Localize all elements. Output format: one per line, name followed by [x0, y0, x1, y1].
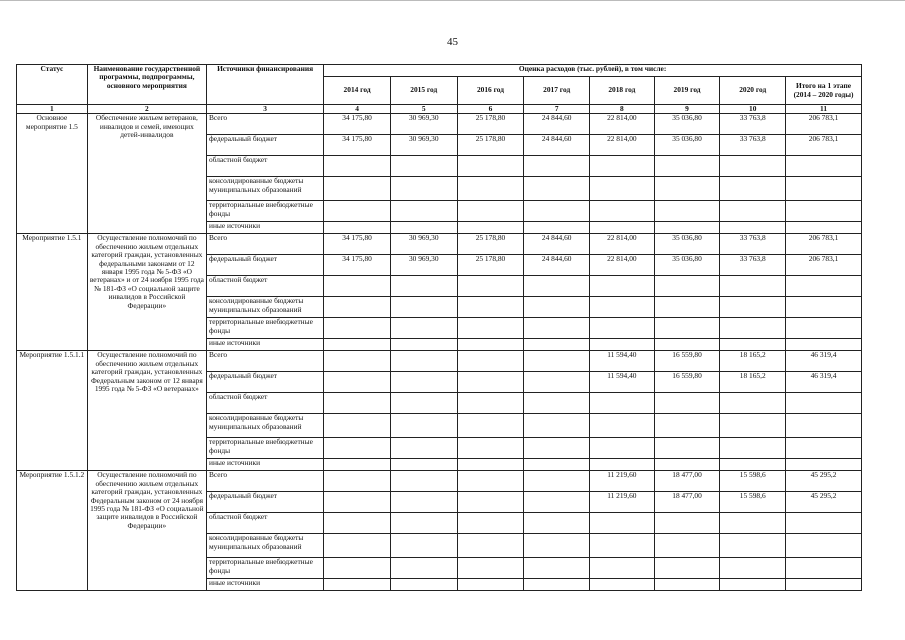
value-cell	[590, 318, 655, 339]
group-name: Осуществление полномочий по обеспечению жильем отдельных категорий граждан, установленных Федеральным законом от 24 ноября 1995 года № 181-ФЗ «О социальной защите инвалидов в Российской Федерации»	[87, 471, 206, 591]
value-cell	[390, 339, 457, 351]
value-cell	[524, 558, 590, 579]
value-cell	[324, 558, 391, 579]
value-cell	[654, 318, 720, 339]
value-cell: 46 319,4	[786, 351, 862, 372]
value-cell: 24 844,60	[524, 114, 590, 135]
value-cell: 45 295,2	[786, 471, 862, 492]
value-cell: 25 178,80	[457, 234, 524, 255]
column-number: 6	[457, 105, 524, 114]
group-name: Осуществление полномочий по обеспечению жильем отдельных категорий граждан, установленных Федеральным законом от 12 января 1995 года № 5-ФЗ «О ветеранах»	[87, 351, 206, 471]
value-cell	[720, 393, 786, 414]
value-cell	[590, 297, 655, 318]
value-cell	[390, 276, 457, 297]
value-cell: 33 763,8	[720, 135, 786, 156]
funding-source: областной бюджет	[206, 393, 323, 414]
value-cell	[786, 318, 862, 339]
value-cell	[524, 414, 590, 438]
value-cell: 35 036,80	[654, 114, 720, 135]
value-cell	[720, 297, 786, 318]
value-cell	[786, 222, 862, 234]
value-cell: 11 219,60	[590, 471, 655, 492]
value-cell: 34 175,80	[324, 114, 391, 135]
value-cell	[524, 222, 590, 234]
value-cell	[457, 351, 524, 372]
value-cell	[524, 513, 590, 534]
value-cell	[390, 414, 457, 438]
header-year: 2016 год	[457, 77, 524, 105]
value-cell	[457, 177, 524, 201]
header-year: 2014 год	[324, 77, 391, 105]
value-cell	[786, 438, 862, 459]
value-cell	[590, 222, 655, 234]
value-cell	[524, 438, 590, 459]
value-cell	[390, 459, 457, 471]
value-cell	[457, 276, 524, 297]
value-cell	[324, 318, 391, 339]
value-cell	[324, 393, 391, 414]
value-cell	[720, 201, 786, 222]
value-cell	[324, 201, 391, 222]
value-cell	[390, 534, 457, 558]
value-cell: 22 814,00	[590, 234, 655, 255]
value-cell	[324, 222, 391, 234]
value-cell: 18 165,2	[720, 351, 786, 372]
funding-source: областной бюджет	[206, 276, 323, 297]
value-cell: 33 763,8	[720, 255, 786, 276]
value-cell: 18 165,2	[720, 372, 786, 393]
value-cell	[524, 177, 590, 201]
value-cell	[324, 492, 391, 513]
value-cell	[786, 297, 862, 318]
value-cell: 16 559,80	[654, 351, 720, 372]
group-status: Основное мероприятие 1.5	[17, 114, 88, 234]
value-cell: 24 844,60	[524, 234, 590, 255]
header-year: 2018 год	[590, 77, 655, 105]
value-cell: 35 036,80	[654, 135, 720, 156]
value-cell	[654, 297, 720, 318]
column-number: 3	[206, 105, 323, 114]
group-status: Мероприятие 1.5.1	[17, 234, 88, 351]
funding-source: областной бюджет	[206, 156, 323, 177]
value-cell: 25 178,80	[457, 255, 524, 276]
value-cell	[720, 177, 786, 201]
column-number: 1	[17, 105, 88, 114]
column-number: 7	[524, 105, 590, 114]
value-cell	[324, 276, 391, 297]
value-cell	[524, 339, 590, 351]
value-cell	[324, 513, 391, 534]
value-cell	[324, 177, 391, 201]
group-name: Осуществление полномочий по обеспечению жильем отдельных категорий граждан, установленных федеральными законами от 12 января 1995 года № 5-ФЗ «О ветеранах» и от 24 ноября 1995 года № 181-ФЗ «О социальной защите инвалидов в Российской Федерации»	[87, 234, 206, 351]
column-number: 2	[87, 105, 206, 114]
value-cell	[590, 201, 655, 222]
header-year: Итого на 1 этапе (2014 – 2020 годы)	[786, 77, 862, 105]
group-status: Мероприятие 1.5.1.1	[17, 351, 88, 471]
header-year: 2017 год	[524, 77, 590, 105]
funding-source: консолидированные бюджеты муниципальных образований	[206, 414, 323, 438]
value-cell	[786, 339, 862, 351]
value-cell	[390, 156, 457, 177]
value-cell	[590, 534, 655, 558]
value-cell: 25 178,80	[457, 135, 524, 156]
value-cell	[590, 339, 655, 351]
value-cell	[720, 558, 786, 579]
value-cell	[457, 393, 524, 414]
value-cell	[457, 438, 524, 459]
value-cell	[654, 156, 720, 177]
value-cell	[786, 201, 862, 222]
value-cell	[457, 339, 524, 351]
value-cell	[654, 222, 720, 234]
value-cell	[390, 513, 457, 534]
value-cell	[786, 414, 862, 438]
column-number: 4	[324, 105, 391, 114]
value-cell: 24 844,60	[524, 135, 590, 156]
value-cell	[457, 414, 524, 438]
value-cell	[654, 276, 720, 297]
value-cell	[654, 513, 720, 534]
funding-source: территориальные внебюджетные фонды	[206, 318, 323, 339]
value-cell	[590, 459, 655, 471]
value-cell	[390, 393, 457, 414]
value-cell	[786, 513, 862, 534]
value-cell: 18 477,00	[654, 471, 720, 492]
value-cell	[654, 177, 720, 201]
value-cell	[590, 579, 655, 591]
value-cell	[524, 492, 590, 513]
value-cell	[720, 339, 786, 351]
value-cell	[590, 558, 655, 579]
value-cell	[524, 393, 590, 414]
value-cell	[390, 438, 457, 459]
value-cell: 206 783,1	[786, 255, 862, 276]
value-cell	[457, 459, 524, 471]
column-number: 8	[590, 105, 655, 114]
value-cell	[654, 339, 720, 351]
value-cell: 30 969,30	[390, 255, 457, 276]
funding-source: территориальные внебюджетные фонды	[206, 558, 323, 579]
funding-source: федеральный бюджет	[206, 372, 323, 393]
value-cell	[390, 558, 457, 579]
value-cell	[457, 297, 524, 318]
header-estimate: Оценка расходов (тыс. рублей), в том числе:	[324, 65, 862, 77]
value-cell: 33 763,8	[720, 234, 786, 255]
funding-source: федеральный бюджет	[206, 255, 323, 276]
value-cell: 22 814,00	[590, 255, 655, 276]
value-cell	[390, 201, 457, 222]
value-cell	[457, 579, 524, 591]
funding-source: Всего	[206, 114, 323, 135]
header-year: 2019 год	[654, 77, 720, 105]
value-cell	[654, 414, 720, 438]
value-cell: 15 598,6	[720, 492, 786, 513]
value-cell	[786, 276, 862, 297]
value-cell	[654, 393, 720, 414]
value-cell	[654, 459, 720, 471]
value-cell	[786, 393, 862, 414]
value-cell	[390, 579, 457, 591]
header-name: Наименование государственной программы, подпрограммы, основного мероприятия	[87, 65, 206, 105]
value-cell: 15 598,6	[720, 471, 786, 492]
funding-source: иные источники	[206, 579, 323, 591]
value-cell	[457, 222, 524, 234]
column-number: 11	[786, 105, 862, 114]
value-cell: 46 319,4	[786, 372, 862, 393]
value-cell: 24 844,60	[524, 255, 590, 276]
funding-source: Всего	[206, 351, 323, 372]
value-cell	[590, 276, 655, 297]
value-cell	[720, 318, 786, 339]
header-sources: Источники финансирования	[206, 65, 323, 105]
value-cell	[786, 579, 862, 591]
value-cell	[720, 414, 786, 438]
value-cell	[590, 393, 655, 414]
value-cell: 22 814,00	[590, 114, 655, 135]
funding-source: областной бюджет	[206, 513, 323, 534]
value-cell	[324, 534, 391, 558]
value-cell	[524, 459, 590, 471]
value-cell	[324, 579, 391, 591]
value-cell	[390, 471, 457, 492]
value-cell: 34 175,80	[324, 234, 391, 255]
value-cell: 30 969,30	[390, 234, 457, 255]
header-year: 2020 год	[720, 77, 786, 105]
value-cell	[524, 297, 590, 318]
table-row	[17, 471, 862, 492]
value-cell: 206 783,1	[786, 135, 862, 156]
value-cell	[590, 513, 655, 534]
value-cell	[324, 438, 391, 459]
value-cell: 34 175,80	[324, 255, 391, 276]
value-cell	[786, 177, 862, 201]
value-cell: 22 814,00	[590, 135, 655, 156]
value-cell	[524, 351, 590, 372]
funding-source: иные источники	[206, 339, 323, 351]
value-cell: 11 594,40	[590, 372, 655, 393]
scan-edge-top	[0, 0, 905, 1]
value-cell	[324, 339, 391, 351]
funding-source: территориальные внебюджетные фонды	[206, 438, 323, 459]
column-number: 5	[390, 105, 457, 114]
value-cell	[457, 471, 524, 492]
value-cell	[524, 471, 590, 492]
funding-source: территориальные внебюджетные фонды	[206, 201, 323, 222]
value-cell	[590, 156, 655, 177]
value-cell: 35 036,80	[654, 234, 720, 255]
value-cell	[524, 201, 590, 222]
value-cell	[390, 318, 457, 339]
funding-source: иные источники	[206, 222, 323, 234]
value-cell	[590, 177, 655, 201]
value-cell: 25 178,80	[457, 114, 524, 135]
value-cell	[457, 372, 524, 393]
value-cell	[720, 222, 786, 234]
value-cell	[324, 459, 391, 471]
value-cell	[390, 297, 457, 318]
funding-source: федеральный бюджет	[206, 135, 323, 156]
value-cell	[457, 318, 524, 339]
value-cell: 30 969,30	[390, 114, 457, 135]
value-cell	[457, 492, 524, 513]
value-cell	[457, 513, 524, 534]
value-cell	[324, 372, 391, 393]
value-cell	[720, 534, 786, 558]
value-cell	[524, 318, 590, 339]
value-cell	[720, 459, 786, 471]
funding-source: консолидированные бюджеты муниципальных образований	[206, 534, 323, 558]
value-cell	[324, 156, 391, 177]
table-row	[17, 114, 862, 135]
value-cell	[590, 414, 655, 438]
value-cell	[390, 492, 457, 513]
budget-table	[16, 64, 862, 591]
value-cell	[654, 579, 720, 591]
value-cell: 33 763,8	[720, 114, 786, 135]
value-cell	[654, 201, 720, 222]
value-cell	[590, 438, 655, 459]
column-number: 9	[654, 105, 720, 114]
header-year: 2015 год	[390, 77, 457, 105]
funding-source: Всего	[206, 471, 323, 492]
funding-source: консолидированные бюджеты муниципальных образований	[206, 297, 323, 318]
funding-source: федеральный бюджет	[206, 492, 323, 513]
value-cell	[654, 534, 720, 558]
value-cell: 206 783,1	[786, 114, 862, 135]
group-name: Обеспечение жильем ветеранов, инвалидов и семей, имеющих детей-инвалидов	[87, 114, 206, 234]
value-cell: 11 594,40	[590, 351, 655, 372]
value-cell: 11 219,60	[590, 492, 655, 513]
funding-source: консолидированные бюджеты муниципальных образований	[206, 177, 323, 201]
value-cell	[720, 579, 786, 591]
value-cell	[720, 513, 786, 534]
value-cell	[720, 438, 786, 459]
value-cell	[390, 222, 457, 234]
value-cell: 30 969,30	[390, 135, 457, 156]
page-number: 45	[447, 36, 458, 48]
group-status: Мероприятие 1.5.1.2	[17, 471, 88, 591]
value-cell	[324, 297, 391, 318]
value-cell	[457, 534, 524, 558]
value-cell	[524, 276, 590, 297]
value-cell	[324, 471, 391, 492]
value-cell	[786, 534, 862, 558]
value-cell	[786, 558, 862, 579]
value-cell	[786, 459, 862, 471]
value-cell	[524, 372, 590, 393]
value-cell	[524, 156, 590, 177]
value-cell	[390, 351, 457, 372]
table-row	[17, 234, 862, 255]
value-cell: 206 783,1	[786, 234, 862, 255]
value-cell	[720, 156, 786, 177]
value-cell: 34 175,80	[324, 135, 391, 156]
value-cell	[524, 534, 590, 558]
value-cell	[786, 156, 862, 177]
value-cell: 45 295,2	[786, 492, 862, 513]
value-cell	[390, 177, 457, 201]
value-cell	[654, 438, 720, 459]
value-cell	[457, 201, 524, 222]
value-cell: 18 477,00	[654, 492, 720, 513]
value-cell	[457, 156, 524, 177]
value-cell	[720, 276, 786, 297]
value-cell: 16 559,80	[654, 372, 720, 393]
funding-source: Всего	[206, 234, 323, 255]
value-cell	[324, 414, 391, 438]
value-cell	[524, 579, 590, 591]
value-cell	[324, 351, 391, 372]
funding-source: иные источники	[206, 459, 323, 471]
header-status: Статус	[17, 65, 88, 105]
column-number: 10	[720, 105, 786, 114]
value-cell	[390, 372, 457, 393]
value-cell	[654, 558, 720, 579]
value-cell	[457, 558, 524, 579]
value-cell: 35 036,80	[654, 255, 720, 276]
table-row	[17, 351, 862, 372]
